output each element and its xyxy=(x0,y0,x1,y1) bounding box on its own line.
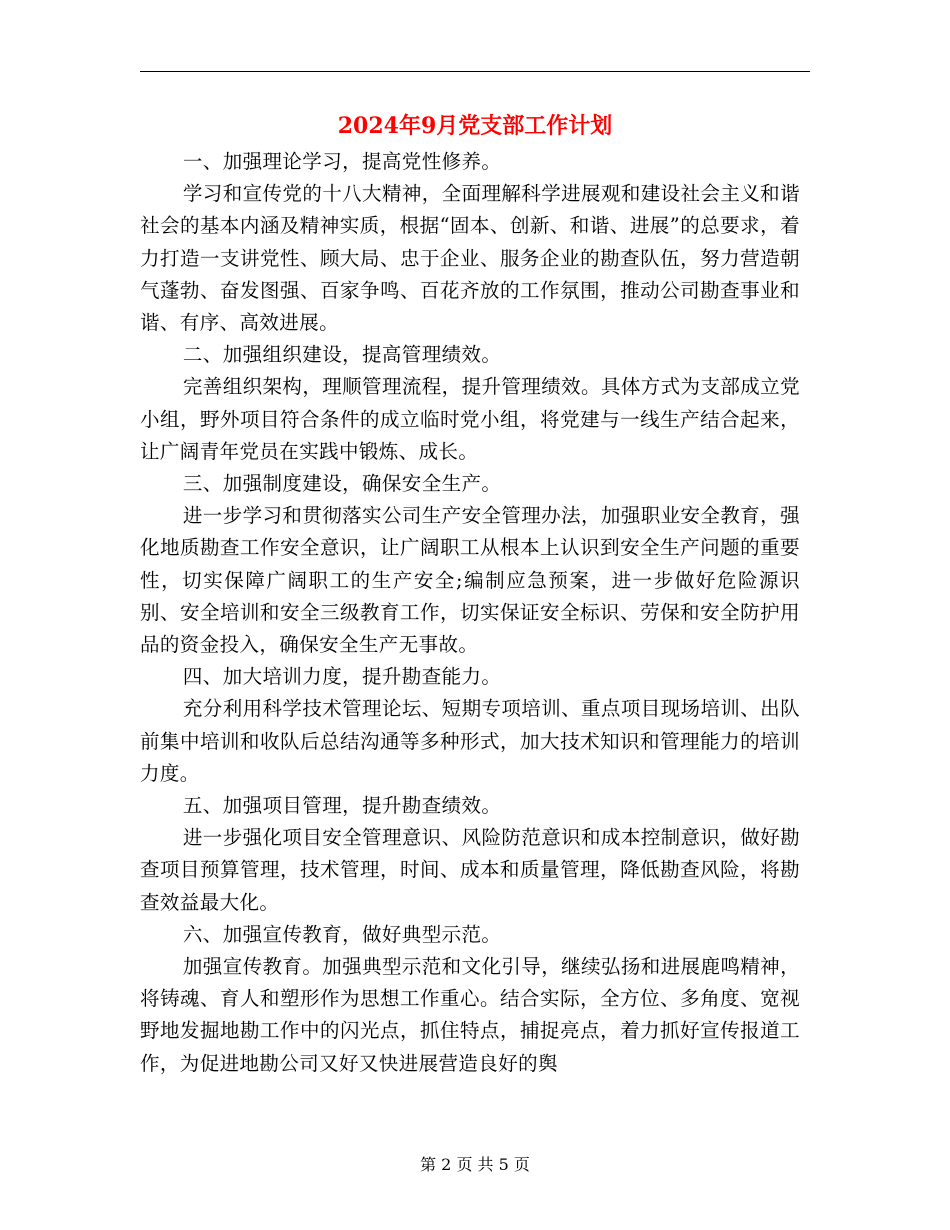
section-heading-2: 二、加强组织建设，提高管理绩效。 xyxy=(182,343,502,367)
document-body xyxy=(140,146,800,1080)
section-heading-3: 三、加强制度建设，确保安全生产。 xyxy=(182,472,502,496)
section-heading-5: 五、加强项目管理，提升勘查绩效。 xyxy=(182,794,502,818)
section-heading-4: 四、加大培训力度，提升勘查能力。 xyxy=(182,665,502,689)
section-paragraph-2: 完善组织架构，理顺管理流程，提升管理绩效。具体方式为支部成立党小组，野外项目符合条件的成立临时党小组，将党建与一线生产结合起来，让广阔青年党员在实践中锻炼、成长。 xyxy=(140,375,800,463)
document-title: 2024年9月党支部工作计划 xyxy=(337,113,613,139)
section-heading-1: 一、加强理论学习，提高党性修养。 xyxy=(182,150,502,173)
section-paragraph-4: 充分利用科学技术管理论坛、短期专项培训、重点项目现场培训、出队前集中培训和收队后总结沟通等多种形式，加大技术知识和管理能力的培训力度。 xyxy=(140,697,800,785)
section-paragraph-1: 学习和宣传党的十八大精神，全面理解科学进展观和建设社会主义和谐社会的基本内涵及精神实质，根据“固本、创新、和谐、进展”的总要求，着力打造一支讲党性、顾大局、忠于企业、服务企业的勘查队伍，努力营造朝气蓬勃、奋发图强、百家争鸣、百花齐放的工作氛围，推动公司勘查事业和谐、有序、高效进展。 xyxy=(140,182,800,335)
section-heading-6: 六、加强宣传教育，做好典型示范。 xyxy=(182,922,502,946)
page-number-footer: 第 2 页 共 5 页 xyxy=(420,1155,530,1174)
section-paragraph-3: 进一步学习和贯彻落实公司生产安全管理办法，加强职业安全教育，强化地质勘查工作安全意识，让广阔职工从根本上认识到安全生产问题的重要性，切实保障广阔职工的生产安全;编制应急预案，进一步做好危险源识别、安全培训和安全三级教育工作，切实保证安全标识、劳保和安全防护用品的资金投入，确保安全生产无事故。 xyxy=(140,504,800,657)
section-paragraph-6: 加强宣传教育。加强典型示范和文化引导，继续弘扬和进展鹿鸣精神，将铸魂、育人和塑形作为思想工作重心。结合实际，全方位、多角度、宽视野地发掘地勘工作中的闪光点，抓住特点，捕捉亮点，着力抓好宣传报道工作，为促进地勘公司又好又快进展营造良好的舆 xyxy=(140,955,800,1075)
section-paragraph-5: 进一步强化项目安全管理意识、风险防范意识和成本控制意识，做好勘查项目预算管理，技术管理，时间、成本和质量管理，降低勘查风险，将勘查效益最大化。 xyxy=(140,826,800,914)
header-rule xyxy=(140,71,810,72)
